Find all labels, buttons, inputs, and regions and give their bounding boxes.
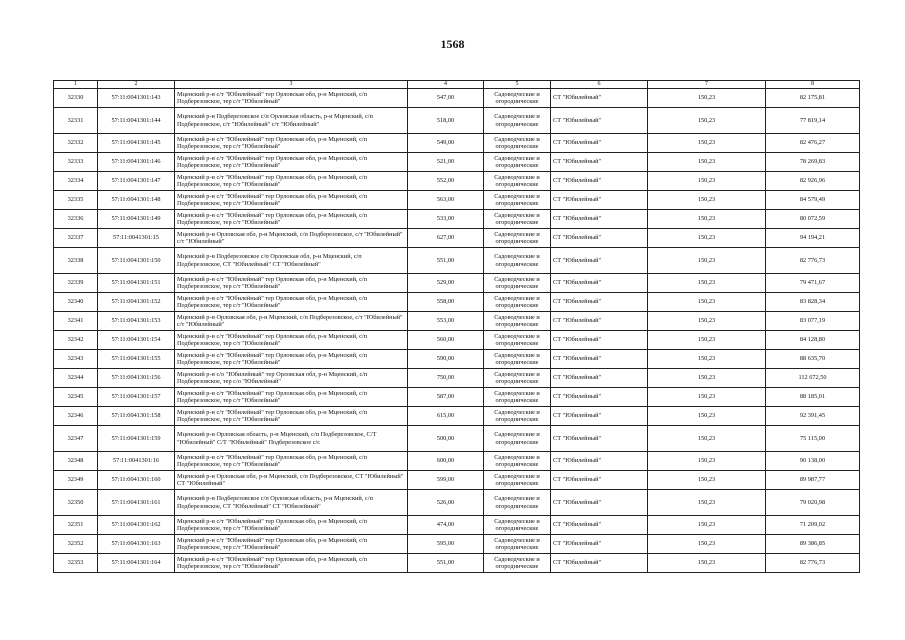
land-use-cell: Садоводческие и огороднические <box>484 210 551 229</box>
area-cell: 526,00 <box>408 490 484 516</box>
row-number: 32353 <box>54 554 98 573</box>
table-row <box>54 369 860 388</box>
table-row <box>54 490 860 516</box>
land-use-cell: Садоводческие и огороднические <box>484 350 551 369</box>
owner-cell: СТ "Юбилейный" <box>551 108 648 134</box>
rate-cell: 150,23 <box>648 172 766 191</box>
address-cell: Мценский р-н с/т "Юбилейный" тер Орловская обл, р-н Мценский, с/п Подберезовское, тер с/т "Юбилейный" <box>175 452 408 471</box>
row-number: 32341 <box>54 312 98 331</box>
column-header: 3 <box>175 81 408 89</box>
row-number: 32348 <box>54 452 98 471</box>
area-cell: 627,00 <box>408 229 484 248</box>
land-use-cell: Садоводческие и огороднические <box>484 89 551 108</box>
owner-cell: СТ "Юбилейный" <box>551 229 648 248</box>
area-cell: 615,00 <box>408 407 484 426</box>
cadastral-number: 57:11:0041301:146 <box>98 153 175 172</box>
address-cell: Мценский р-н с/т "Юбилейный" тер Орловская обл, р-н Мценский, с/п Подберезовское, тер с/т "Юбилейный" <box>175 388 408 407</box>
column-header: 4 <box>408 81 484 89</box>
owner-cell: СТ "Юбилейный" <box>551 388 648 407</box>
address-cell: Мценский р-н с/т "Юбилейный" тер Орловская обл, р-н Мценский, с/п Подберезовское, тер с/т "Юбилейный" <box>175 172 408 191</box>
rate-cell: 150,23 <box>648 89 766 108</box>
cadastral-value-cell: 92 391,45 <box>766 407 860 426</box>
cadastral-value-cell: 82 776,73 <box>766 248 860 274</box>
area-cell: 590,00 <box>408 350 484 369</box>
cadastral-value-cell: 84 579,49 <box>766 191 860 210</box>
owner-cell: СТ "Юбилейный" <box>551 452 648 471</box>
rate-cell: 150,23 <box>648 369 766 388</box>
row-number: 32338 <box>54 248 98 274</box>
owner-cell: СТ "Юбилейный" <box>551 134 648 153</box>
owner-cell: СТ "Юбилейный" <box>551 191 648 210</box>
address-cell: Мценский р-н с/т "Юбилейный" тер Орловская обл, р-н Мценский, с/п Подберезовское, тер с/т "Юбилейный" <box>175 89 408 108</box>
row-number: 32336 <box>54 210 98 229</box>
land-use-cell: Садоводческие и огороднические <box>484 490 551 516</box>
table-row <box>54 331 860 350</box>
rate-cell: 150,23 <box>648 134 766 153</box>
table-row <box>54 516 860 535</box>
rate-cell: 150,23 <box>648 153 766 172</box>
area-cell: 474,00 <box>408 516 484 535</box>
table-row <box>54 191 860 210</box>
owner-cell: СТ "Юбилейный" <box>551 172 648 191</box>
address-cell: Мценский р-н с/о "Юбилейный" тер Орловская обл, р-н Мценский, с/п Подберезовское, тер с/о "Юбилейный" <box>175 369 408 388</box>
area-cell: 595,00 <box>408 535 484 554</box>
rate-cell: 150,23 <box>648 554 766 573</box>
cadastral-value-cell: 82 926,96 <box>766 172 860 191</box>
table-row <box>54 210 860 229</box>
owner-cell: СТ "Юбилейный" <box>551 274 648 293</box>
rate-cell: 150,23 <box>648 248 766 274</box>
cadastral-value-cell: 82 476,27 <box>766 134 860 153</box>
land-use-cell: Садоводческие и огороднические <box>484 248 551 274</box>
table-row <box>54 172 860 191</box>
area-cell: 558,00 <box>408 293 484 312</box>
table-row <box>54 274 860 293</box>
address-cell: Мценский р-н с/т "Юбилейный" тер Орловская обл, р-н Мценский, с/п Подберезовское, тер с/т "Юбилейный" <box>175 350 408 369</box>
row-number: 32343 <box>54 350 98 369</box>
owner-cell: СТ "Юбилейный" <box>551 490 648 516</box>
table-row <box>54 229 860 248</box>
land-use-cell: Садоводческие и огороднические <box>484 516 551 535</box>
rate-cell: 150,23 <box>648 471 766 490</box>
cadastral-value-cell: 88 185,01 <box>766 388 860 407</box>
table-row <box>54 426 860 452</box>
owner-cell: СТ "Юбилейный" <box>551 350 648 369</box>
cadastral-value-cell: 84 128,80 <box>766 331 860 350</box>
area-cell: 563,00 <box>408 191 484 210</box>
cadastral-number: 57:11:0041301:143 <box>98 89 175 108</box>
rate-cell: 150,23 <box>648 210 766 229</box>
rate-cell: 150,23 <box>648 407 766 426</box>
area-cell: 500,00 <box>408 426 484 452</box>
row-number: 32350 <box>54 490 98 516</box>
address-cell: Мценский р-н с/т "Юбилейный" тер Орловская обл, р-н Мценский, с/п Подберезовское, тер с/т "Юбилейный" <box>175 153 408 172</box>
column-header: 7 <box>648 81 766 89</box>
rate-cell: 150,23 <box>648 350 766 369</box>
cadastral-value-cell: 77 819,14 <box>766 108 860 134</box>
row-number: 32342 <box>54 331 98 350</box>
row-number: 32349 <box>54 471 98 490</box>
row-number: 32340 <box>54 293 98 312</box>
address-cell: Мценский р-н Орловская обл, р-н Мценский, с/п Подберезовское, СТ "Юбилейный" СТ "Юбилейный" <box>175 471 408 490</box>
cadastral-value-cell: 83 077,19 <box>766 312 860 331</box>
cadastral-number: 57:11:0041301:163 <box>98 535 175 554</box>
area-cell: 750,00 <box>408 369 484 388</box>
cadastral-number: 57:11:0041301:160 <box>98 471 175 490</box>
address-cell: Мценский р-н Подберезовское с/п Орловская обл, р-н Мценский, с/п Подберезовское, СТ "Юбилейный" СТ "Юбилейный" <box>175 248 408 274</box>
table-body <box>54 89 860 573</box>
land-use-cell: Садоводческие и огороднические <box>484 535 551 554</box>
table-row <box>54 350 860 369</box>
row-number: 32337 <box>54 229 98 248</box>
land-use-cell: Садоводческие и огороднические <box>484 229 551 248</box>
cadastral-number: 57:11:0041301:153 <box>98 312 175 331</box>
area-cell: 521,00 <box>408 153 484 172</box>
row-number: 32351 <box>54 516 98 535</box>
cadastral-value-cell: 83 828,34 <box>766 293 860 312</box>
column-header: 8 <box>766 81 860 89</box>
owner-cell: СТ "Юбилейный" <box>551 407 648 426</box>
cadastral-value-cell: 79 020,98 <box>766 490 860 516</box>
land-use-cell: Садоводческие и огороднические <box>484 274 551 293</box>
rate-cell: 150,23 <box>648 516 766 535</box>
area-cell: 553,00 <box>408 312 484 331</box>
area-cell: 533,00 <box>408 210 484 229</box>
land-use-cell: Садоводческие и огороднические <box>484 369 551 388</box>
cadastral-number: 57:11:0041301:154 <box>98 331 175 350</box>
area-cell: 551,00 <box>408 248 484 274</box>
address-cell: Мценский р-н с/т "Юбилейный" тер Орловская обл, р-н Мценский, с/п Подберезовское, тер с/т "Юбилейный" <box>175 554 408 573</box>
address-cell: Мценский р-н с/т "Юбилейный" тер Орловская обл, р-н Мценский, с/п Подберезовское, тер с/т "Юбилейный" <box>175 516 408 535</box>
owner-cell: СТ "Юбилейный" <box>551 369 648 388</box>
owner-cell: СТ "Юбилейный" <box>551 248 648 274</box>
address-cell: Мценский р-н с/т "Юбилейный" тер Орловская обл, р-н Мценский, с/п Подберезовское, тер с/т "Юбилейный" <box>175 210 408 229</box>
column-header: 2 <box>98 81 175 89</box>
address-cell: Мценский р-н с/т "Юбилейный" тер Орловская обл, р-н Мценский, с/п Подберезовское, тер с/т "Юбилейный" <box>175 134 408 153</box>
table-row <box>54 407 860 426</box>
cadastral-number: 57:11:0041301:149 <box>98 210 175 229</box>
rate-cell: 150,23 <box>648 312 766 331</box>
cadastral-number: 57:11:0041301:144 <box>98 108 175 134</box>
cadastral-number: 57:11:0041301:147 <box>98 172 175 191</box>
cadastral-number: 57:11:0041301:15 <box>98 229 175 248</box>
owner-cell: СТ "Юбилейный" <box>551 426 648 452</box>
row-number: 32347 <box>54 426 98 452</box>
owner-cell: СТ "Юбилейный" <box>551 312 648 331</box>
row-number: 32330 <box>54 89 98 108</box>
cadastral-value-cell: 112 672,50 <box>766 369 860 388</box>
land-use-cell: Садоводческие и огороднические <box>484 452 551 471</box>
address-cell: Мценский р-н Подберезовское с/п Орловская область, р-н Мценский, с/п Подберезовское, с/т "Юбилейный" с/т "Юбилейный" <box>175 108 408 134</box>
rate-cell: 150,23 <box>648 191 766 210</box>
cadastral-number: 57:11:0041301:164 <box>98 554 175 573</box>
row-number: 32332 <box>54 134 98 153</box>
address-cell: Мценский р-н с/т "Юбилейный" тер Орловская обл, р-н Мценский, с/п Подберезовское, тер с/т "Юбилейный" <box>175 191 408 210</box>
cadastral-value-cell: 78 269,83 <box>766 153 860 172</box>
area-cell: 560,00 <box>408 331 484 350</box>
area-cell: 600,00 <box>408 452 484 471</box>
table-row <box>54 312 860 331</box>
land-use-cell: Садоводческие и огороднические <box>484 471 551 490</box>
address-cell: Мценский р-н с/т "Юбилейный" тер Орловская обл, р-н Мценский, с/п Подберезовское, тер с/т "Юбилейный" <box>175 407 408 426</box>
table-row <box>54 535 860 554</box>
cadastral-number: 57:11:0041301:16 <box>98 452 175 471</box>
rate-cell: 150,23 <box>648 293 766 312</box>
cadastral-value-cell: 80 072,59 <box>766 210 860 229</box>
land-use-cell: Садоводческие и огороднические <box>484 554 551 573</box>
land-use-cell: Садоводческие и огороднические <box>484 426 551 452</box>
cadastral-number: 57:11:0041301:156 <box>98 369 175 388</box>
area-cell: 587,00 <box>408 388 484 407</box>
table-header-row <box>54 81 860 89</box>
table-row <box>54 554 860 573</box>
cadastral-value-cell: 71 209,02 <box>766 516 860 535</box>
cadastral-number: 57:11:0041301:158 <box>98 407 175 426</box>
land-use-cell: Садоводческие и огороднические <box>484 293 551 312</box>
table-row <box>54 134 860 153</box>
cadastral-number: 57:11:0041301:155 <box>98 350 175 369</box>
column-header: 5 <box>484 81 551 89</box>
area-cell: 549,00 <box>408 134 484 153</box>
rate-cell: 150,23 <box>648 535 766 554</box>
land-use-cell: Садоводческие и огороднические <box>484 312 551 331</box>
cadastral-value-cell: 75 115,00 <box>766 426 860 452</box>
page-number: 1568 <box>440 37 465 51</box>
area-cell: 599,00 <box>408 471 484 490</box>
owner-cell: СТ "Юбилейный" <box>551 471 648 490</box>
row-number: 32339 <box>54 274 98 293</box>
cadastral-value-cell: 88 635,70 <box>766 350 860 369</box>
address-cell: Мценский р-н с/т "Юбилейный" тер Орловская обл, р-н Мценский, с/п Подберезовское, тер с/т "Юбилейный" <box>175 274 408 293</box>
table-row <box>54 452 860 471</box>
land-use-cell: Садоводческие и огороднические <box>484 134 551 153</box>
land-use-cell: Садоводческие и огороднические <box>484 388 551 407</box>
table-row <box>54 388 860 407</box>
land-use-cell: Садоводческие и огороднические <box>484 153 551 172</box>
rate-cell: 150,23 <box>648 426 766 452</box>
rate-cell: 150,23 <box>648 388 766 407</box>
table-row <box>54 89 860 108</box>
row-number: 32331 <box>54 108 98 134</box>
owner-cell: СТ "Юбилейный" <box>551 210 648 229</box>
owner-cell: СТ "Юбилейный" <box>551 554 648 573</box>
cadastral-value-cell: 82 776,73 <box>766 554 860 573</box>
table-row <box>54 153 860 172</box>
owner-cell: СТ "Юбилейный" <box>551 89 648 108</box>
land-plot-registry-table <box>53 80 860 573</box>
owner-cell: СТ "Юбилейный" <box>551 153 648 172</box>
cadastral-number: 57:11:0041301:148 <box>98 191 175 210</box>
cadastral-value-cell: 79 471,67 <box>766 274 860 293</box>
owner-cell: СТ "Юбилейный" <box>551 516 648 535</box>
area-cell: 529,00 <box>408 274 484 293</box>
land-use-cell: Садоводческие и огороднические <box>484 191 551 210</box>
address-cell: Мценский р-н с/т "Юбилейный" тер Орловская обл, р-н Мценский, с/п Подберезовское, тер с/т "Юбилейный" <box>175 331 408 350</box>
cadastral-number: 57:11:0041301:152 <box>98 293 175 312</box>
rate-cell: 150,23 <box>648 490 766 516</box>
address-cell: Мценский р-н с/т "Юбилейный" тер Орловская обл, р-н Мценский, с/п Подберезовское, тер с/т "Юбилейный" <box>175 293 408 312</box>
owner-cell: СТ "Юбилейный" <box>551 331 648 350</box>
cadastral-number: 57:11:0041301:162 <box>98 516 175 535</box>
table-row <box>54 248 860 274</box>
cadastral-value-cell: 89 386,85 <box>766 535 860 554</box>
cadastral-number: 57:11:0041301:151 <box>98 274 175 293</box>
owner-cell: СТ "Юбилейный" <box>551 535 648 554</box>
address-cell: Мценский р-н с/т "Юбилейный" тер Орловская обл, р-н Мценский, с/п Подберезовское, тер с/т "Юбилейный" <box>175 535 408 554</box>
row-number: 32334 <box>54 172 98 191</box>
row-number: 32335 <box>54 191 98 210</box>
address-cell: Мценский р-н Орловская обл, р-н Мценский, с/п Подберезовское, с/т "Юбилейный" с/т "Юбилейный" <box>175 312 408 331</box>
cadastral-number: 57:11:0041301:161 <box>98 490 175 516</box>
address-cell: Мценский р-н Орловская область, р-н Мценский, с/п Подберезовское, С/Т "Юбилейный" С/Т "Юбилейный" Подберезовское с/с <box>175 426 408 452</box>
cadastral-value-cell: 89 987,77 <box>766 471 860 490</box>
rate-cell: 150,23 <box>648 331 766 350</box>
row-number: 32344 <box>54 369 98 388</box>
row-number: 32345 <box>54 388 98 407</box>
table-row <box>54 293 860 312</box>
cadastral-number: 57:11:0041301:157 <box>98 388 175 407</box>
cadastral-number: 57:11:0041301:150 <box>98 248 175 274</box>
row-number: 32333 <box>54 153 98 172</box>
cadastral-number: 57:11:0041301:145 <box>98 134 175 153</box>
land-use-cell: Садоводческие и огороднические <box>484 108 551 134</box>
column-header: 6 <box>551 81 648 89</box>
row-number: 32346 <box>54 407 98 426</box>
land-use-cell: Садоводческие и огороднические <box>484 172 551 191</box>
area-cell: 547,00 <box>408 89 484 108</box>
rate-cell: 150,23 <box>648 229 766 248</box>
column-header: 1 <box>54 81 98 89</box>
table-row <box>54 471 860 490</box>
cadastral-value-cell: 90 138,00 <box>766 452 860 471</box>
rate-cell: 150,23 <box>648 274 766 293</box>
table-row <box>54 108 860 134</box>
rate-cell: 150,23 <box>648 108 766 134</box>
area-cell: 551,00 <box>408 554 484 573</box>
area-cell: 552,00 <box>408 172 484 191</box>
land-use-cell: Садоводческие и огороднические <box>484 407 551 426</box>
area-cell: 518,00 <box>408 108 484 134</box>
row-number: 32352 <box>54 535 98 554</box>
cadastral-value-cell: 94 194,21 <box>766 229 860 248</box>
cadastral-value-cell: 82 175,81 <box>766 89 860 108</box>
address-cell: Мценский р-н Подберезовское с/п Орловская область, р-н Мценский, с/п Подберезовское, СТ "Юбилейный" СТ "Юбилейный" <box>175 490 408 516</box>
address-cell: Мценский р-н Орловская обл, р-н Мценский, с/п Подберезовское, с/т "Юбилейный" с/т "Юбилейный" <box>175 229 408 248</box>
owner-cell: СТ "Юбилейный" <box>551 293 648 312</box>
rate-cell: 150,23 <box>648 452 766 471</box>
land-use-cell: Садоводческие и огороднические <box>484 331 551 350</box>
cadastral-number: 57:11:0041301:159 <box>98 426 175 452</box>
